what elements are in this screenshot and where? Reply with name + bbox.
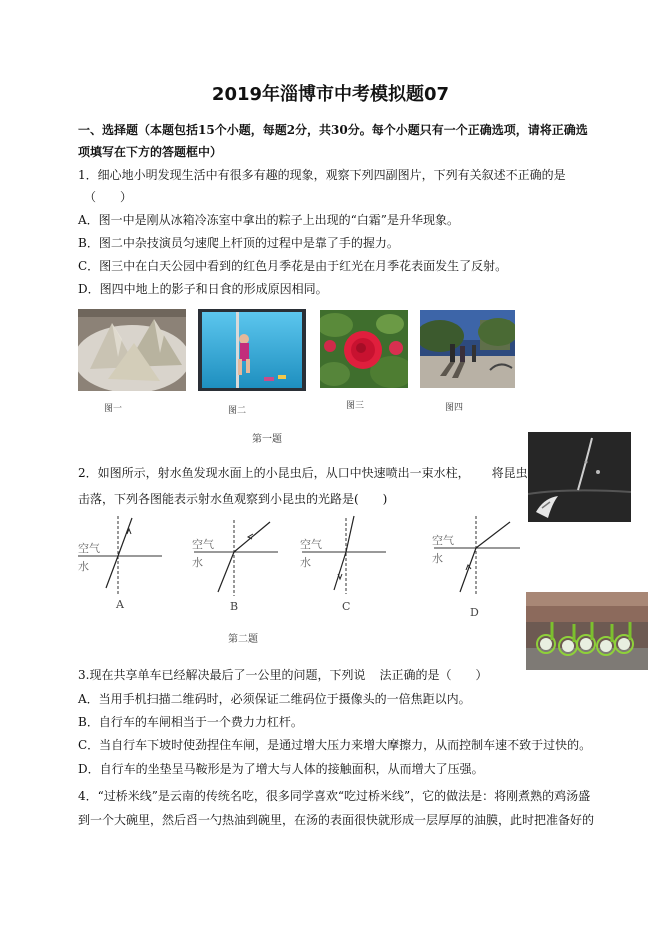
q1-option-c: C．图三中在白天公园中看到的红色月季花是由于红光在月季花表面发生了反射。 [78, 259, 508, 273]
park-photo [420, 310, 515, 388]
q2-line1-text: 2．如图所示，射水鱼发现水面上的小昆虫后，从口中快速喷出一束水柱， [78, 466, 470, 480]
diagram-c-air: 空气 [300, 538, 322, 551]
q3-stem [78, 666, 487, 683]
q2-line2: 击落，下列各图能表示射水鱼观察到小昆虫的光路是( ) [78, 492, 388, 506]
diagram-b-label: B [230, 600, 239, 613]
diagram-a-water: 水 [78, 560, 89, 573]
diagram-d-air: 空气 [432, 534, 454, 547]
ray-diagrams [76, 512, 526, 622]
caption-fig2: 图二 [228, 406, 247, 416]
q2-line1-tail: 将昆虫 [491, 466, 528, 480]
diagram-a-air: 空气 [78, 542, 100, 555]
q3-option-c: C．当自行车下坡时使劲捏住车闸，是通过增大压力来增大摩擦力，从而控制车速不致于过快的。 [78, 738, 592, 752]
caption-fig1: 图一 [104, 404, 123, 414]
q1-blank: （ ） [84, 190, 133, 204]
zongzi-photo [78, 309, 186, 391]
q3-stem-b: 法正确的是（ ） [379, 668, 488, 682]
acrobat-photo [198, 309, 306, 391]
figure-label-q1: 第一题 [252, 434, 282, 445]
q3-stem-a: 3.现在共享单车已经解决最后了一公里的问题，下列说 [78, 668, 366, 682]
q1-stem: 1．细心地小明发现生活中有很多有趣的现象，观察下列四副图片，下列有关叙述不正确的是 [78, 168, 566, 182]
q3-option-a: A．当用手机扫描二维码时，必须保证二维码位于摄像头的一倍焦距以内。 [78, 692, 471, 706]
archerfish-photo [528, 432, 631, 522]
diagram-b-air: 空气 [192, 538, 214, 551]
rose-photo [320, 310, 408, 388]
diagram-d-water: 水 [432, 552, 443, 565]
q3-option-b: B．自行车的车闸相当于一个费力力杠杆。 [78, 715, 303, 729]
q1-option-a: A．图一中是刚从冰箱冷冻室中拿出的粽子上出现的“白霜”是升华现象。 [78, 213, 459, 227]
figure-label-q2: 第二题 [228, 634, 258, 645]
q1-option-d: D．图四中地上的影子和日食的形成原因相同。 [78, 282, 328, 296]
diagram-c-water: 水 [300, 556, 311, 569]
diagram-d [432, 516, 520, 619]
shared-bikes-photo [526, 592, 648, 670]
q4-line2: 到一个大碗里，然后舀一勺热油到碗里，在汤的表面很快就形成一层厚厚的油膜，此时把准备好的 [78, 813, 595, 827]
diagram-c [300, 516, 386, 613]
section-heading-line2: 项填写在下方的答题框中） [78, 145, 223, 159]
q1-option-b: B．图二中杂技演员匀速爬上杆顶的过程中是靠了手的握力。 [78, 236, 399, 250]
diagram-b-water: 水 [192, 556, 203, 569]
section-heading-line1: 一、选择题（本题包括15个小题，每题2分，共30分。每个小题只有一个正确选项，请将正确选 [78, 123, 588, 137]
q2-line1 [78, 464, 528, 481]
page-title: 2019年淄博市中考模拟题07 [211, 84, 450, 105]
q4-line1: 4．“过桥米线”是云南的传统名吃，很多同学喜欢“吃过桥米线”，它的做法是：将刚煮熟的鸡汤盛 [78, 789, 591, 803]
caption-fig4: 图四 [445, 403, 464, 413]
diagram-b [192, 520, 278, 613]
diagram-a-label: A [116, 598, 124, 611]
caption-fig3: 图三 [346, 401, 365, 411]
diagram-d-label: D [470, 606, 479, 619]
q3-option-d: D．自行车的坐垫呈马鞍形是为了增大与人体的接触面积，从而增大了压强。 [78, 762, 484, 776]
diagram-a [78, 516, 162, 611]
diagram-c-label: C [342, 600, 351, 613]
